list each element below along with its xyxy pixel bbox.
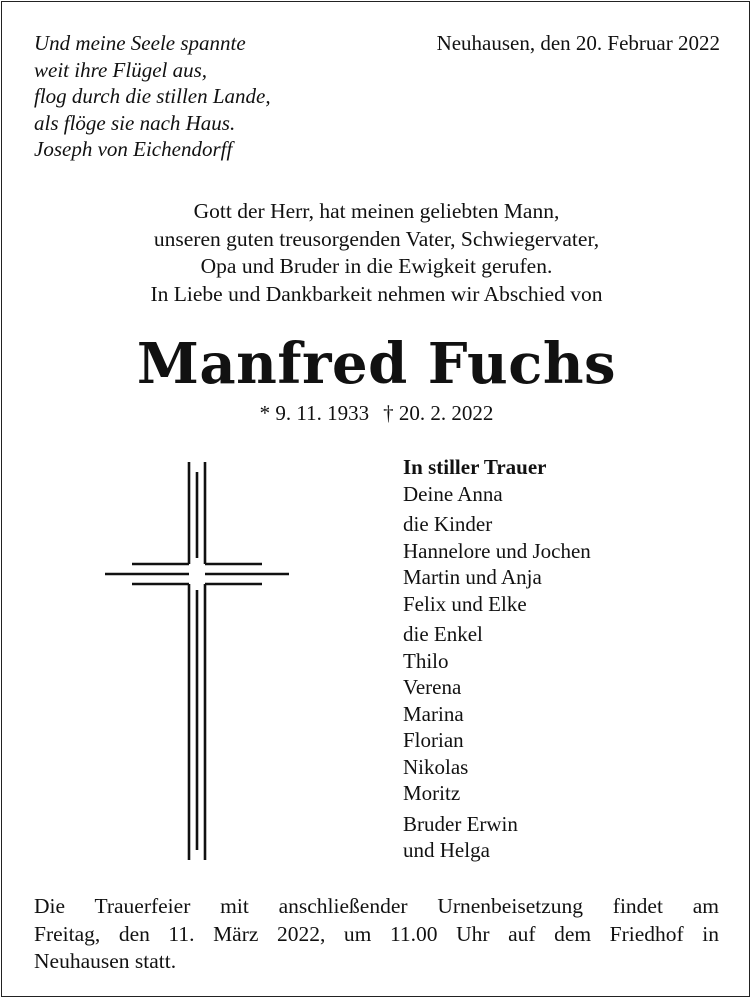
death-date: † 20. 2. 2022: [383, 401, 494, 425]
mourner-group-label: die Enkel: [403, 622, 483, 646]
mourner-group: [403, 621, 591, 807]
latin-cross-icon: [104, 462, 290, 862]
poem-line: weit ihre Flügel aus,: [34, 57, 208, 82]
mourner-name: Moritz: [403, 781, 461, 805]
funeral-ceremony-info: [34, 893, 719, 976]
mourner-name: Florian: [403, 728, 464, 752]
poem-quote: [34, 30, 271, 163]
deceased-name: Manfred Fuchs: [136, 331, 617, 397]
mourner-group: [403, 481, 591, 508]
mourner-name: Deine Anna: [403, 481, 503, 506]
poem-line: flog durch die stillen Lande,: [34, 84, 271, 108]
mourners-heading: In stiller Trauer: [403, 455, 547, 479]
mourner-name: Bruder Erwin: [403, 811, 518, 836]
intro-line: unseren guten treusorgenden Vater, Schwiegervater,: [153, 226, 600, 251]
mourner-group-label: die Kinder: [403, 512, 493, 536]
mourner-name: Verena: [403, 675, 462, 699]
life-dates: [0, 400, 753, 426]
poem-line: als flöge sie nach Haus.: [34, 110, 236, 135]
birth-date: * 9. 11. 1933: [259, 401, 370, 425]
ceremony-line: Neuhausen statt.: [34, 949, 177, 973]
mourner-name: und Helga: [403, 838, 490, 862]
poem-author: Joseph von Eichendorff: [34, 137, 233, 161]
mourner-name: Martin und Anja: [403, 565, 542, 589]
intro-line: Gott der Herr, hat meinen geliebten Mann,: [193, 199, 560, 223]
intro-line: In Liebe und Dankbarkeit nehmen wir Abschied von: [150, 281, 603, 306]
mourner-group: [403, 811, 591, 864]
mourner-name: Marina: [403, 701, 464, 726]
intro-text: [0, 198, 753, 308]
poem-line: Und meine Seele spannte: [34, 31, 246, 55]
mourner-name: Nikolas: [403, 754, 469, 779]
place-and-date: Neuhausen, den 20. Februar 2022: [436, 31, 720, 55]
mourner-group: [403, 511, 591, 617]
mourner-name: Hannelore und Jochen: [403, 538, 591, 563]
mourners-list: [403, 454, 591, 864]
mourner-name: Thilo: [403, 648, 449, 673]
intro-line: Opa und Bruder in die Ewigkeit gerufen.: [200, 254, 553, 278]
ceremony-line: Freitag, den 11. März 2022, um 11.00 Uhr auf dem Friedhof in: [34, 921, 719, 946]
mourner-name: Felix und Elke: [403, 591, 527, 616]
ceremony-line: Die Trauerfeier mit anschließender Urnenbeisetzung findet am: [34, 894, 719, 918]
